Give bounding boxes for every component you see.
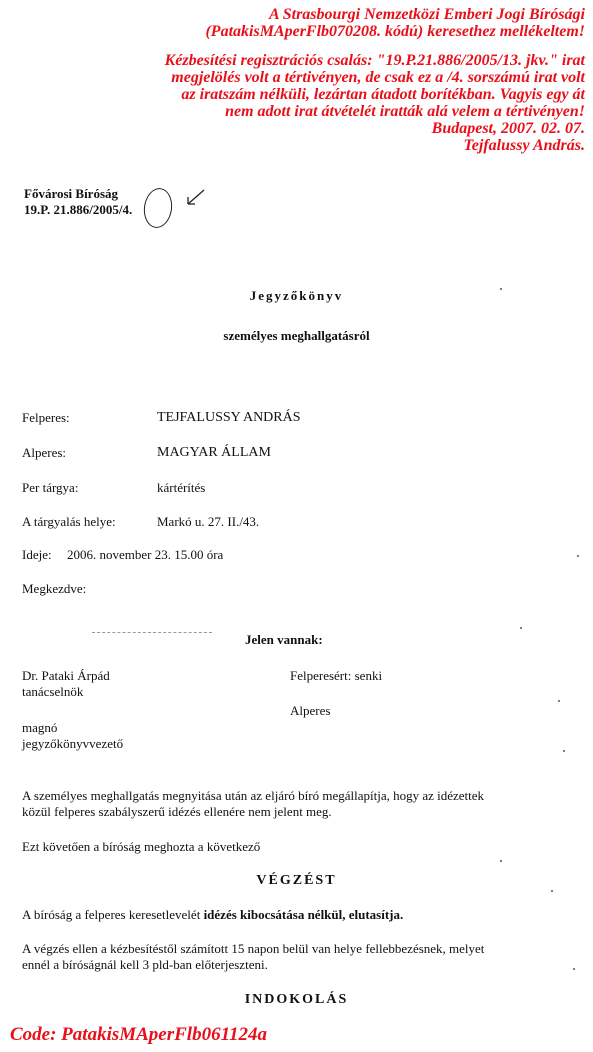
footer-code: Code: PatakisMAperFlb061124a xyxy=(10,1024,268,1045)
annotation-line: Kézbesítési regisztrációs csalás: "19.P.21.886/2005/13. jkv." irat xyxy=(164,52,585,69)
paragraph-line: Ezt követően a bíróság meghozta a következő xyxy=(22,839,261,854)
annotation-line: (PatakisMAperFlb070208. kódú) keresethez mellékeltem! xyxy=(205,23,585,40)
scan-speck xyxy=(563,750,565,752)
annotation-line: nem adott irat átvételét iratták alá velem a tértivényen! xyxy=(225,103,585,120)
scan-speck xyxy=(551,890,553,892)
paragraph-line: A személyes meghallgatás megnyitása után az eljáró bíró megállapítja, hogy az idézettek xyxy=(22,788,485,803)
party-value: kártérítés xyxy=(157,480,206,495)
ruling-heading: VÉGZÉST xyxy=(256,873,337,888)
ruling-text-bold: idézés kibocsátása nélkül, elutasítja. xyxy=(203,907,404,922)
annotation-line: az iratszám nélküli, lezártan átadott borítékban. Vagyis egy át xyxy=(181,86,585,103)
date-value: 2006. november 23. 15.00 óra xyxy=(67,547,224,562)
annotation-block xyxy=(165,6,585,154)
present-heading: Jelen vannak: xyxy=(245,632,323,647)
start-label: Megkezdve: xyxy=(22,581,87,596)
judge-role: tanácselnök xyxy=(22,684,84,699)
recorder-name: magnó xyxy=(22,720,58,735)
annotation-date: Budapest, 2007. 02. 07. xyxy=(431,120,585,137)
arrow-icon xyxy=(184,188,206,208)
party-label: Alperes: xyxy=(22,445,67,460)
plaintiff-side: Felperesért: senki xyxy=(290,668,383,683)
party-value: TEJFALUSSY ANDRÁS xyxy=(157,410,301,425)
scan-speck xyxy=(558,700,560,702)
hand-drawn-circle xyxy=(141,186,174,230)
scan-speck xyxy=(520,627,522,629)
judge-name: Dr. Pataki Árpád xyxy=(22,668,110,683)
paragraph-line: közül felperes szabályszerű idézés ellenére nem jelent meg. xyxy=(22,804,332,819)
annotation-line: megjelölés volt a tértivényen, de csak ez a /4. sorszámú irat volt xyxy=(171,69,585,86)
court-name: Fővárosi Bíróság xyxy=(24,186,119,201)
ruling-text xyxy=(22,907,403,923)
scan-speck xyxy=(500,288,502,290)
doc-title: Jegyzőkönyv xyxy=(249,288,344,303)
party-label: A tárgyalás helye: xyxy=(22,514,116,529)
recorder-role: jegyzőkönyvvezető xyxy=(22,736,124,751)
ruling-text-start: A bíróság a felperes keresetlevelét xyxy=(22,907,204,922)
defendant-side: Alperes xyxy=(290,703,331,718)
divider xyxy=(92,632,212,633)
paragraph-line: A végzés ellen a kézbesítéstől számított 15 napon belül van helye fellebbezésnek, melyet xyxy=(22,941,485,956)
party-label: Per tárgya: xyxy=(22,480,79,495)
case-number: 19.P. 21.886/2005/4. xyxy=(24,202,133,217)
party-value: Markó u. 27. II./43. xyxy=(157,514,260,529)
party-label: Felperes: xyxy=(22,410,70,425)
scan-speck xyxy=(577,555,579,557)
paragraph-line: ennél a bíróságnál kell 3 pld-ban előterjeszteni. xyxy=(22,957,268,972)
annotation-signature: Tejfalussy András. xyxy=(463,137,585,154)
scan-speck xyxy=(573,968,575,970)
scan-speck xyxy=(500,860,502,862)
date-label: Ideje: xyxy=(22,547,52,562)
doc-subtitle: személyes meghallgatásról xyxy=(223,328,370,343)
annotation-line: A Strasbourgi Nemzetközi Emberi Jogi Bírósági xyxy=(268,6,585,23)
reasoning-heading: INDOKOLÁS xyxy=(244,992,349,1007)
party-value: MAGYAR ÁLLAM xyxy=(157,445,271,460)
